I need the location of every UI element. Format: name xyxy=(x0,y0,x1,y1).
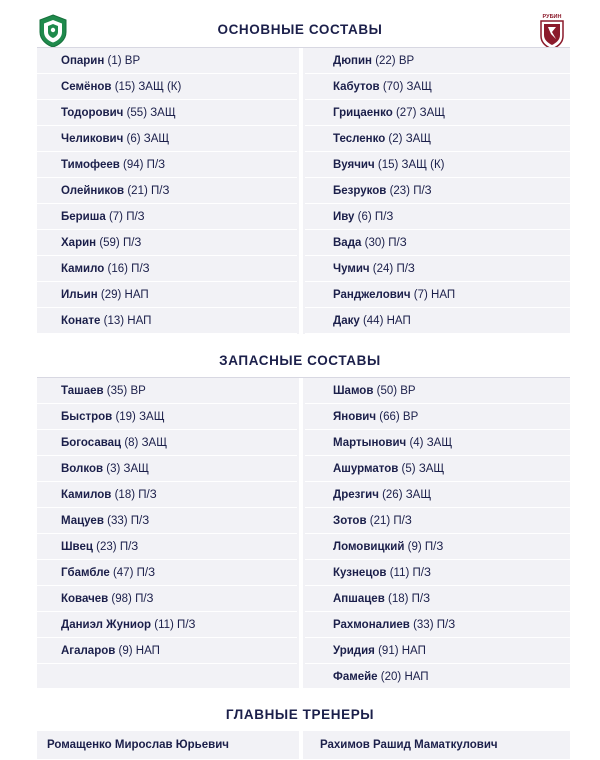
player-name: Гбамбле xyxy=(61,567,110,579)
player-number: (22) xyxy=(375,55,396,67)
player-name: Мартынович xyxy=(333,437,407,449)
player-number: (13) xyxy=(103,315,125,327)
player-number: (11) xyxy=(154,619,174,631)
player-number: (91) xyxy=(378,645,399,657)
player-name: Иву xyxy=(333,211,355,223)
player-row xyxy=(37,178,297,204)
player-row xyxy=(305,638,570,664)
player-name: Вуячич xyxy=(333,159,375,171)
player-name: Грицаенко xyxy=(333,107,393,119)
player-row xyxy=(37,508,297,534)
player-name: Ломовицкий xyxy=(333,541,405,553)
player-row xyxy=(37,152,297,178)
player-number: (30) xyxy=(364,237,386,249)
player-name: Апшацев xyxy=(333,593,385,605)
player-row xyxy=(305,100,570,126)
player-position: П/З xyxy=(413,185,432,197)
player-row xyxy=(305,456,570,482)
player-row xyxy=(37,638,297,664)
player-name: Фамейе xyxy=(333,671,378,683)
player-name: Чумич xyxy=(333,263,370,275)
player-position: ВР xyxy=(398,55,415,67)
player-row xyxy=(37,404,297,430)
coaches-title: ГЛАВНЫЕ ТРЕНЕРЫ xyxy=(225,707,375,722)
player-row xyxy=(305,48,570,74)
player-number: (35) xyxy=(106,385,128,397)
player-row xyxy=(305,204,570,230)
player-name: Дюпин xyxy=(333,55,372,67)
player-number: (23) xyxy=(389,185,411,197)
player-position: П/З xyxy=(119,541,139,553)
player-name: Мацуев xyxy=(61,515,104,527)
player-position: ЗАЩ xyxy=(150,107,176,119)
player-position: ЗАЩ xyxy=(141,437,167,449)
home-starting-list xyxy=(37,48,297,334)
player-row xyxy=(37,204,297,230)
player-row xyxy=(305,664,570,690)
coaches-panel xyxy=(37,731,570,759)
player-name: Тодорович xyxy=(61,107,124,119)
player-row xyxy=(37,612,297,638)
player-number: (15) xyxy=(377,159,399,171)
player-number: (4) xyxy=(409,437,424,449)
player-number: (24) xyxy=(372,263,394,275)
player-row xyxy=(305,282,570,308)
player-number: (16) xyxy=(107,263,128,275)
player-name: Ранджелович xyxy=(333,289,411,301)
player-position: П/З xyxy=(130,515,150,527)
home-coach: Ромащенко Мирослав Юрьевич xyxy=(47,739,229,751)
player-name: Ковачев xyxy=(61,593,109,605)
player-position: ЗАЩ xyxy=(419,107,446,119)
player-name: Кузнецов xyxy=(333,567,387,579)
player-row xyxy=(37,74,297,100)
player-position: П/З xyxy=(135,593,154,605)
player-position: НАП xyxy=(404,671,429,683)
player-position: ВР xyxy=(400,385,416,397)
starting-lineups-panel xyxy=(37,48,570,334)
player-row xyxy=(37,430,297,456)
player-number: (21) xyxy=(369,515,391,527)
away-subs-list xyxy=(305,378,570,688)
player-position: П/З xyxy=(146,159,166,171)
player-row xyxy=(305,308,570,334)
player-row xyxy=(305,256,570,282)
player-row xyxy=(37,586,297,612)
player-position: П/З xyxy=(411,593,431,605)
player-number: (9) xyxy=(407,541,422,553)
player-row xyxy=(37,534,297,560)
player-position: П/З xyxy=(388,237,407,249)
player-number: (19) xyxy=(115,411,136,423)
player-position: П/З xyxy=(131,263,150,275)
player-position: ЗАЩ (К) xyxy=(138,81,182,93)
player-row xyxy=(37,126,297,152)
player-name: Даниэл Жуниор xyxy=(61,619,152,631)
player-row xyxy=(37,482,297,508)
player-row xyxy=(305,178,570,204)
player-number: (6) xyxy=(357,211,372,223)
player-number: (26) xyxy=(382,489,403,501)
player-name: Олейников xyxy=(61,185,125,197)
player-name: Янович xyxy=(333,411,377,423)
player-row xyxy=(305,560,570,586)
player-number: (44) xyxy=(362,315,384,327)
player-position: ЗАЩ xyxy=(418,463,445,475)
player-name: Ашурматов xyxy=(333,463,399,475)
player-number: (33) xyxy=(107,515,128,527)
player-position: ВР xyxy=(124,55,141,67)
player-number: (18) xyxy=(387,593,409,605)
player-number: (9) xyxy=(118,645,133,657)
player-number: (23) xyxy=(96,541,117,553)
player-position: ЗАЩ (К) xyxy=(401,159,445,171)
player-number: (18) xyxy=(114,489,136,501)
player-position: ЗАЩ xyxy=(123,463,149,475)
player-row xyxy=(305,586,570,612)
player-number: (21) xyxy=(127,185,148,197)
player-row xyxy=(37,378,297,404)
player-row xyxy=(37,456,297,482)
player-number: (11) xyxy=(389,567,410,579)
player-number: (47) xyxy=(112,567,134,579)
player-name: Безруков xyxy=(333,185,387,197)
away-coach: Рахимов Рашид Маматкулович xyxy=(320,739,498,751)
player-position: ВР xyxy=(130,385,146,397)
player-name: Агаларов xyxy=(61,645,116,657)
player-position: П/З xyxy=(393,515,412,527)
player-position: НАП xyxy=(386,315,411,327)
player-position: ЗАЩ xyxy=(139,411,165,423)
player-name: Бериша xyxy=(61,211,106,223)
player-row xyxy=(305,534,570,560)
player-position: НАП xyxy=(401,645,426,657)
player-row xyxy=(305,404,570,430)
player-number: (66) xyxy=(379,411,400,423)
player-name: Конате xyxy=(61,315,101,327)
player-row xyxy=(305,230,570,256)
player-position: ЗАЩ xyxy=(426,437,453,449)
player-name: Волков xyxy=(61,463,104,475)
player-row xyxy=(305,482,570,508)
home-subs-list xyxy=(37,378,297,688)
starting-lineups-title: ОСНОВНЫЕ СОСТАВЫ xyxy=(217,22,383,37)
player-row xyxy=(305,126,570,152)
player-name: Богосавац xyxy=(61,437,122,449)
player-row xyxy=(37,230,297,256)
player-number: (70) xyxy=(382,81,404,93)
player-position: П/З xyxy=(177,619,196,631)
player-number: (8) xyxy=(124,437,139,449)
player-name: Ташаев xyxy=(61,385,104,397)
player-name: Вада xyxy=(333,237,362,249)
player-position: П/З xyxy=(412,567,431,579)
player-name: Дрезгич xyxy=(333,489,379,501)
player-position: НАП xyxy=(135,645,160,657)
player-row xyxy=(37,308,297,334)
player-position: П/З xyxy=(424,541,444,553)
player-row xyxy=(37,100,297,126)
player-name: Рахмоналиев xyxy=(333,619,410,631)
player-number: (20) xyxy=(380,671,402,683)
player-name: Зотов xyxy=(333,515,367,527)
player-name: Тимофеев xyxy=(61,159,120,171)
player-name: Харин xyxy=(61,237,97,249)
player-number: (33) xyxy=(413,619,434,631)
player-number: (5) xyxy=(401,463,416,475)
player-position: ЗАЩ xyxy=(405,133,432,145)
substitutes-title: ЗАПАСНЫЕ СОСТАВЫ xyxy=(219,353,381,368)
player-row xyxy=(305,152,570,178)
player-row xyxy=(305,74,570,100)
player-number: (6) xyxy=(126,133,141,145)
player-row xyxy=(305,378,570,404)
player-position: П/З xyxy=(126,211,145,223)
player-name: Швец xyxy=(61,541,93,553)
player-number: (3) xyxy=(106,463,121,475)
rubin-logo-text: РУБИН xyxy=(542,14,562,20)
player-position: П/З xyxy=(122,237,142,249)
player-number: (2) xyxy=(388,133,403,145)
player-name: Челикович xyxy=(61,133,124,145)
player-number: (27) xyxy=(395,107,417,119)
player-number: (7) xyxy=(413,289,428,301)
player-position: НАП xyxy=(127,315,152,327)
player-number: (29) xyxy=(100,289,122,301)
player-row xyxy=(37,282,297,308)
substitutes-panel xyxy=(37,378,570,688)
player-name: Ильин xyxy=(61,289,98,301)
player-position: НАП xyxy=(431,289,456,301)
player-number: (59) xyxy=(99,237,120,249)
player-name: Быстров xyxy=(61,411,113,423)
player-position: НАП xyxy=(124,289,149,301)
player-position: П/З xyxy=(136,567,156,579)
player-row xyxy=(37,560,297,586)
player-row xyxy=(305,508,570,534)
player-position: П/З xyxy=(374,211,394,223)
player-position: ЗАЩ xyxy=(405,489,432,501)
player-name: Шамов xyxy=(333,385,374,397)
player-name: Даку xyxy=(333,315,360,327)
player-row xyxy=(305,430,570,456)
player-name: Тесленко xyxy=(333,133,386,145)
player-name: Семёнов xyxy=(61,81,112,93)
player-position: ВР xyxy=(402,411,419,423)
player-number: (55) xyxy=(126,107,148,119)
player-position: П/З xyxy=(396,263,415,275)
player-position: ЗАЩ xyxy=(143,133,170,145)
player-number: (94) xyxy=(123,159,144,171)
player-number: (7) xyxy=(108,211,124,223)
player-position: П/З xyxy=(436,619,456,631)
player-position: П/З xyxy=(138,489,157,501)
player-row xyxy=(37,48,297,74)
player-number: (15) xyxy=(114,81,136,93)
player-row xyxy=(37,256,297,282)
player-number: (98) xyxy=(111,593,132,605)
player-number: (1) xyxy=(107,55,122,67)
player-name: Камилов xyxy=(61,489,112,501)
player-number: (50) xyxy=(376,385,398,397)
away-starting-list xyxy=(305,48,570,334)
player-row xyxy=(305,612,570,638)
player-position: П/З xyxy=(151,185,170,197)
player-position: ЗАЩ xyxy=(406,81,432,93)
player-name: Опарин xyxy=(61,55,105,67)
player-name: Уридия xyxy=(333,645,375,657)
player-name: Кабутов xyxy=(333,81,380,93)
player-name: Камило xyxy=(61,263,105,275)
